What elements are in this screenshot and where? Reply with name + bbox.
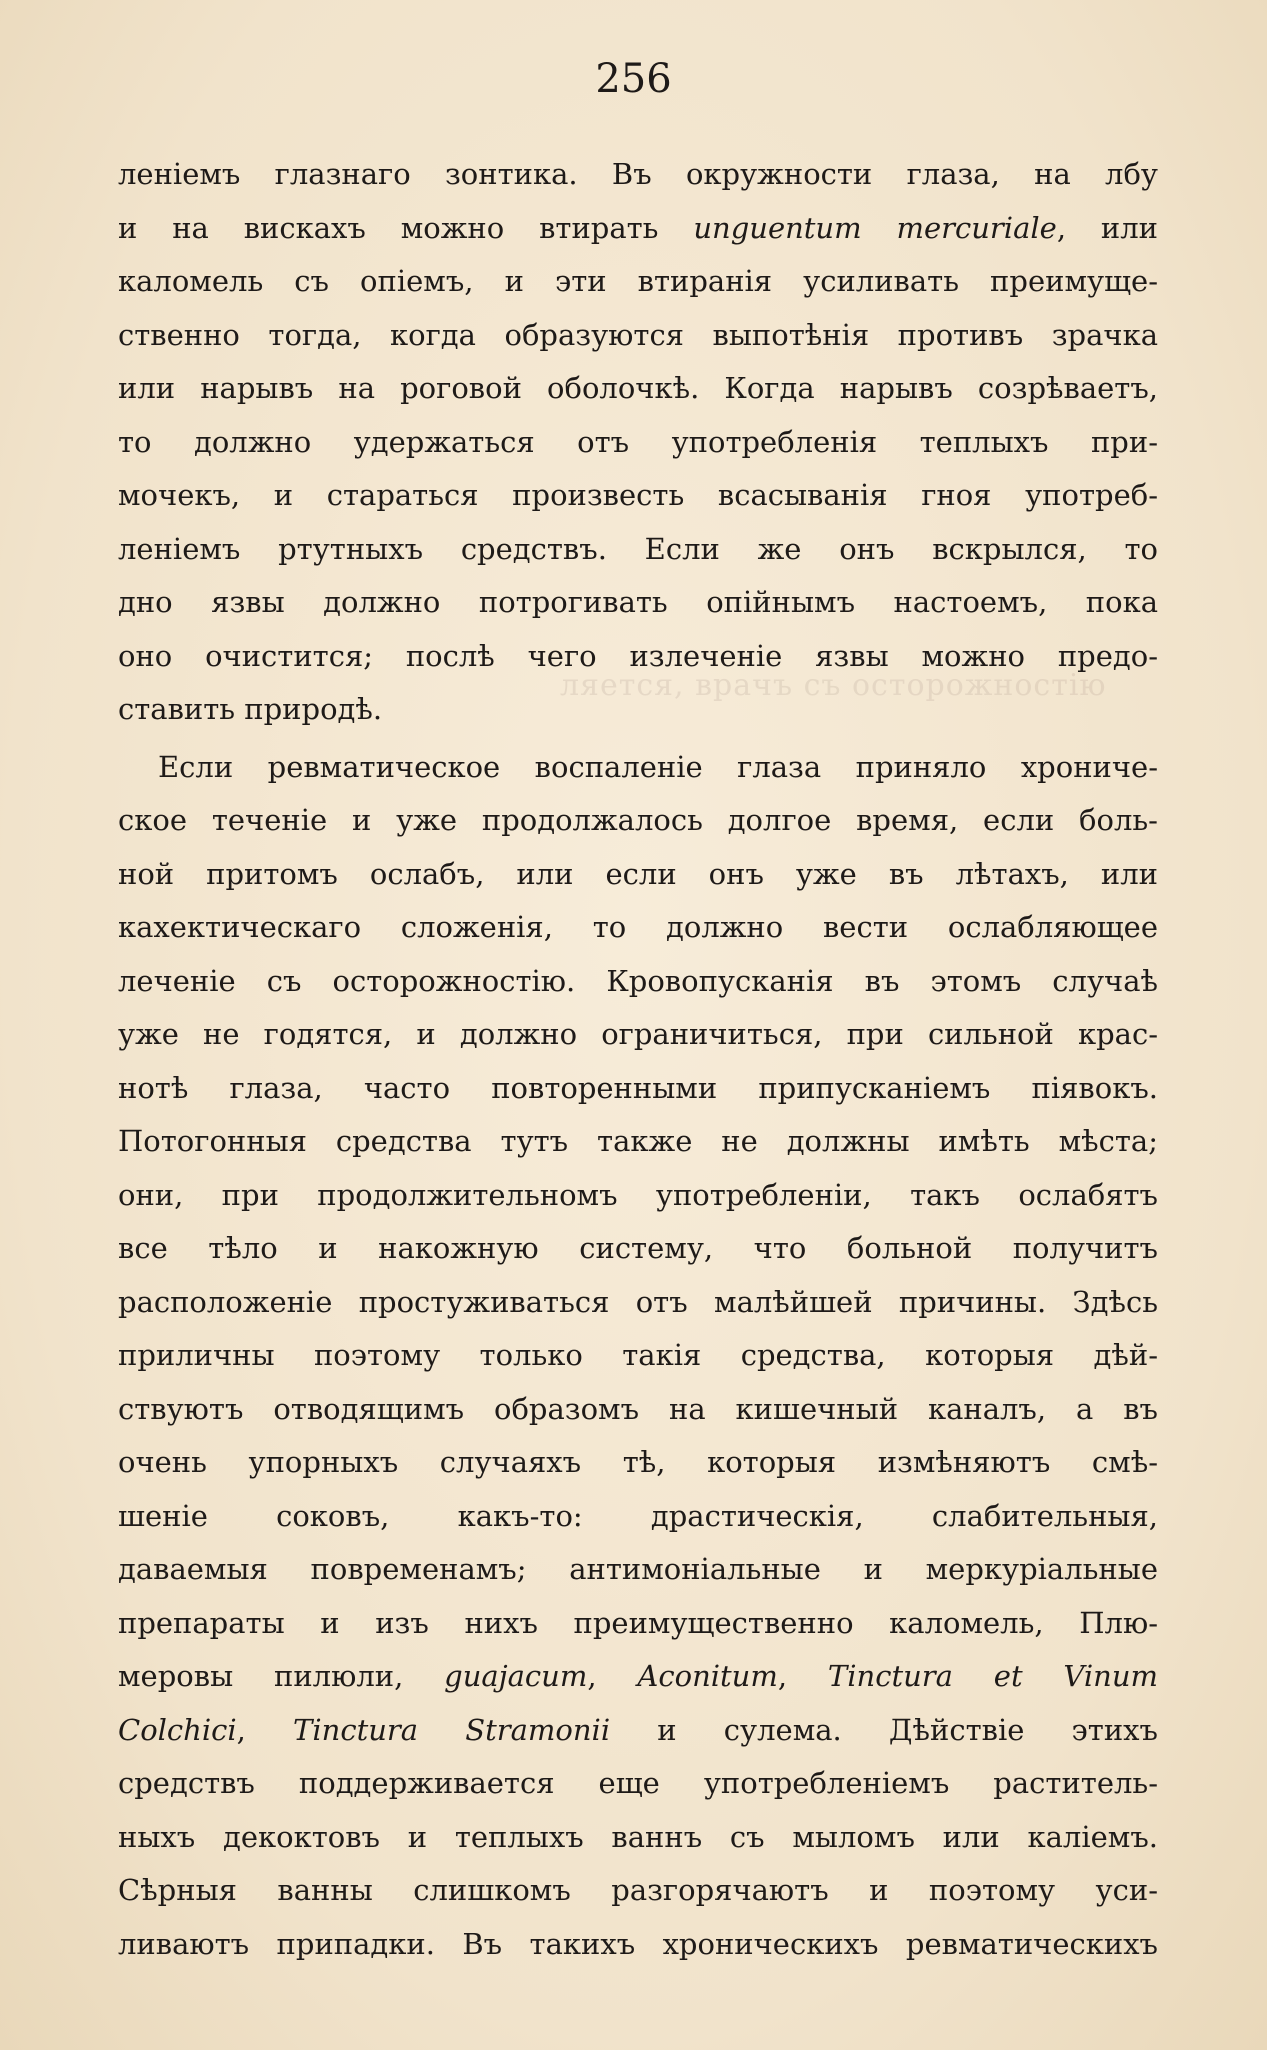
text-line: приличны поэтому только такія средства, которыя дѣй- (118, 1338, 1158, 1372)
body-text (118, 148, 1158, 1971)
text-line: леченіе съ осторожностію. Кровопусканія въ этомъ случаѣ (118, 963, 1158, 998)
text-line: уже не годятся, и должно ограничиться, при сильной крас- (118, 1017, 1158, 1051)
text-line: каломель съ опіемъ, и эти втиранія усиливать преимуще- (118, 264, 1158, 298)
text-line: меровы пилюли, guajacum, Aconitum, Tinctura et Vinum (118, 1659, 1158, 1693)
text-line: Сѣрныя ванны слишкомъ разгорячаютъ и поэтому уси- (118, 1873, 1158, 1907)
text-line: ной притомъ ослабъ, или если онъ уже въ лѣтахъ, или (118, 856, 1158, 891)
latin-term: Aconitum (637, 1659, 778, 1693)
text-line: ставить природѣ. (118, 692, 383, 726)
text-line: или нарывъ на роговой оболочкѣ. Когда нарывъ созрѣваетъ, (118, 371, 1158, 405)
text-line: нотѣ глаза, часто повторенными припусканіемъ піявокъ. (118, 1070, 1158, 1105)
text-line: очень упорныхъ случаяхъ тѣ, которыя измѣняютъ смѣ- (118, 1445, 1158, 1479)
text-line: ствуютъ отводящимъ образомъ на кишечный каналъ, а въ (118, 1391, 1158, 1426)
text-line: они, при продолжительномъ употребленіи, такъ ослабятъ (118, 1177, 1158, 1212)
page-number: 256 (595, 56, 672, 102)
text-line: мочекъ, и стараться произвесть всасыванія гноя употреб- (118, 478, 1158, 512)
text-line: кахектическаго сложенія, то должно вести ослабляющее (118, 910, 1158, 944)
text-line: и на вискахъ можно втирать unguentum mercuriale, или (118, 210, 1158, 245)
text-line: Colchici, Tinctura Stramonii и сулема. Дѣйствіе этихъ (118, 1712, 1158, 1747)
latin-term: unguentum mercuriale (693, 210, 1057, 245)
text-line: ственно тогда, когда образуются выпотѣнія противъ зрачка (118, 317, 1158, 352)
latin-term: Colchici (118, 1712, 237, 1747)
text-line: ское теченіе и уже продолжалось долгое время, если боль- (118, 803, 1158, 837)
text-line: ныхъ декоктовъ и теплыхъ ваннъ съ мыломъ или каліемъ. (118, 1819, 1158, 1854)
text-line: оно очистится; послѣ чего излеченіе язвы можно предо- (118, 638, 1158, 673)
text-line: препараты и изъ нихъ преимущественно каломель, Плю- (118, 1605, 1158, 1640)
text-line: все тѣло и накожную систему, что больной получитъ (118, 1231, 1158, 1265)
text-line: ливаютъ припадки. Въ такихъ хроническихъ ревматическихъ (118, 1926, 1158, 1961)
latin-term: Tinctura Stramonii (293, 1712, 611, 1747)
text-line: расположеніе простуживаться отъ малѣйшей причины. Здѣсь (118, 1284, 1158, 1319)
text-line: Если ревматическое воспаленіе глаза приняло хрониче- (158, 749, 1158, 784)
bleed-through-text: ляется, врачъ съ осторожностію (560, 668, 1107, 703)
text-line: дно язвы должно потрогивать опійнымъ настоемъ, пока (118, 585, 1158, 619)
text-line: Потогонныя средства тутъ также не должны имѣть мѣста; (118, 1124, 1158, 1158)
latin-term: Tinctura et Vinum (827, 1659, 1158, 1693)
text-line: шеніе соковъ, какъ-то: драстическія, слабительныя, (118, 1498, 1158, 1533)
latin-term: guajacum (444, 1659, 588, 1693)
text-line: даваемыя повременамъ; антимоніальные и меркуріальные (118, 1552, 1158, 1586)
text-line: то должно удержаться отъ употребленія теплыхъ при- (118, 424, 1158, 459)
text-line: средствъ поддерживается еще употребленіемъ раститель- (118, 1766, 1158, 1800)
text-line: леніемъ ртутныхъ средствъ. Если же онъ вскрылся, то (118, 531, 1158, 566)
text-line: леніемъ глазнаго зонтика. Въ окружности глаза, на лбу (118, 157, 1158, 191)
